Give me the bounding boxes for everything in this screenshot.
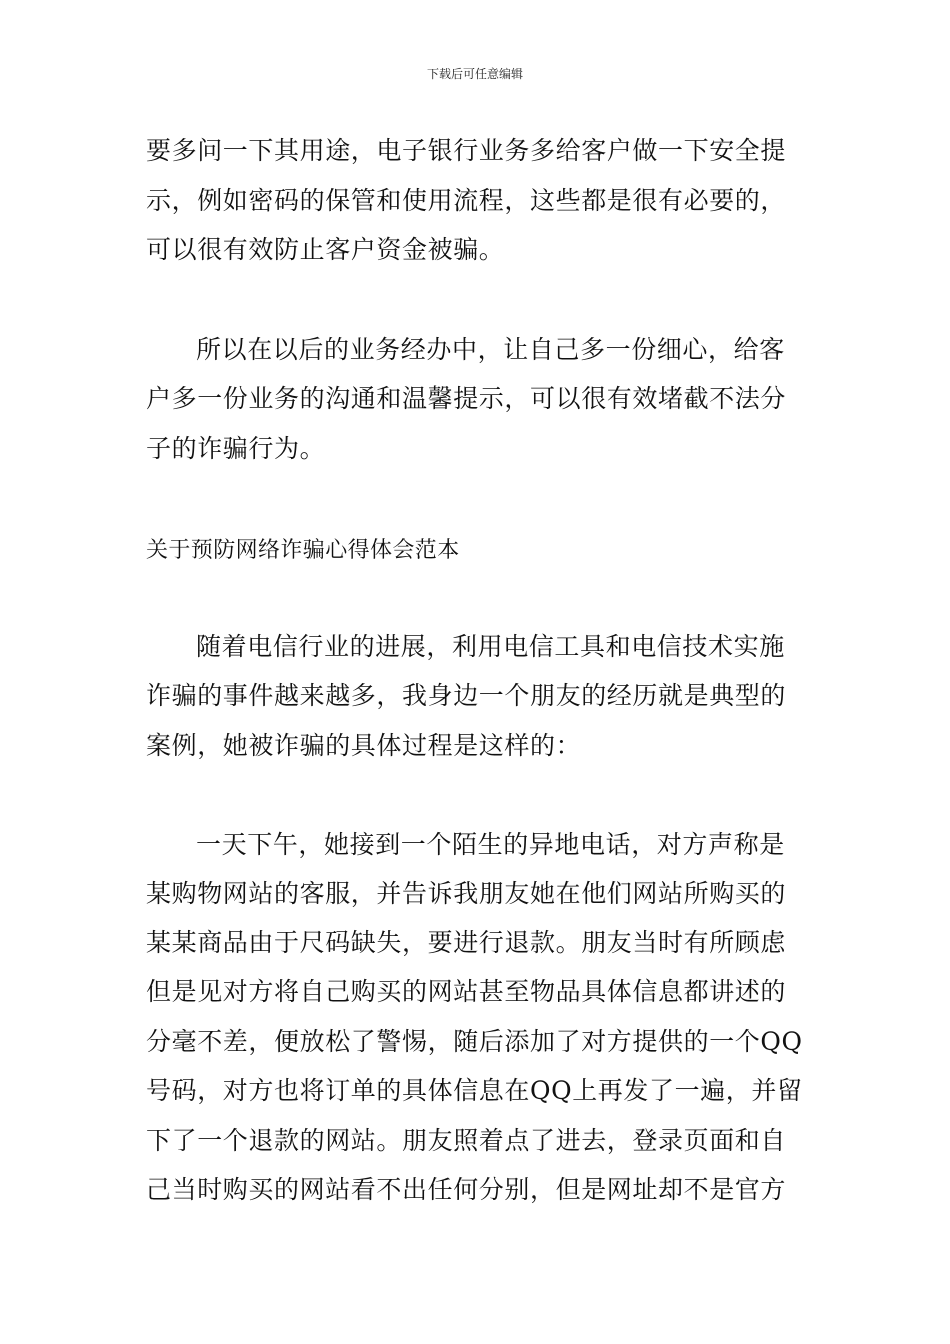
paragraph-line: 但是见对方将自己购买的网站甚至物品具体信息都讲述的 [146, 977, 787, 1006]
page-header-note: 下载后可任意编辑 [426, 67, 523, 81]
paragraph-line: 子的诈骗行为。 [146, 434, 326, 463]
paragraph-line: 随着电信行业的进展，利用电信工具和电信技术实施 [196, 632, 785, 661]
paragraph-line: 己当时购买的网站看不出任何分别，但是网址却不是官方 [146, 1175, 787, 1204]
paragraph-line: 可以很有效防止客户资金被骗。 [146, 235, 505, 264]
paragraph-line: 诈骗的事件越来越多，我身边一个朋友的经历就是典型的 [146, 681, 787, 710]
paragraph-line: 示，例如密码的保管和使用流程，这些都是很有必要的， [146, 186, 787, 215]
paragraph-line: 案例，她被诈骗的具体过程是这样的： [146, 731, 582, 760]
paragraph-line: 户多一份业务的沟通和温馨提示，可以很有效堵截不法分 [146, 384, 787, 413]
paragraph-line: 某某商品由于尺码缺失，要进行退款。朋友当时有所顾虑 [146, 928, 787, 957]
paragraph-line: 下了一个退款的网站。朋友照着点了进去，登录页面和自 [146, 1126, 787, 1155]
paragraph-line: 分毫不差，便放松了警惕，随后添加了对方提供的一个QQ [146, 1027, 803, 1056]
paragraph-line: 要多问一下其用途，电子银行业务多给客户做一下安全提 [146, 136, 787, 165]
paragraph-line: 某购物网站的客服，并告诉我朋友她在他们网站所购买的 [146, 879, 787, 908]
paragraph-line: 号码，对方也将订单的具体信息在QQ上再发了一遍，并留 [146, 1076, 803, 1105]
section-heading: 关于预防网络诈骗心得体会范本 [146, 538, 460, 563]
paragraph-line: 所以在以后的业务经办中，让自己多一份细心，给客 [196, 335, 785, 364]
paragraph-line: 一天下午，她接到一个陌生的异地电话，对方声称是 [196, 830, 785, 859]
